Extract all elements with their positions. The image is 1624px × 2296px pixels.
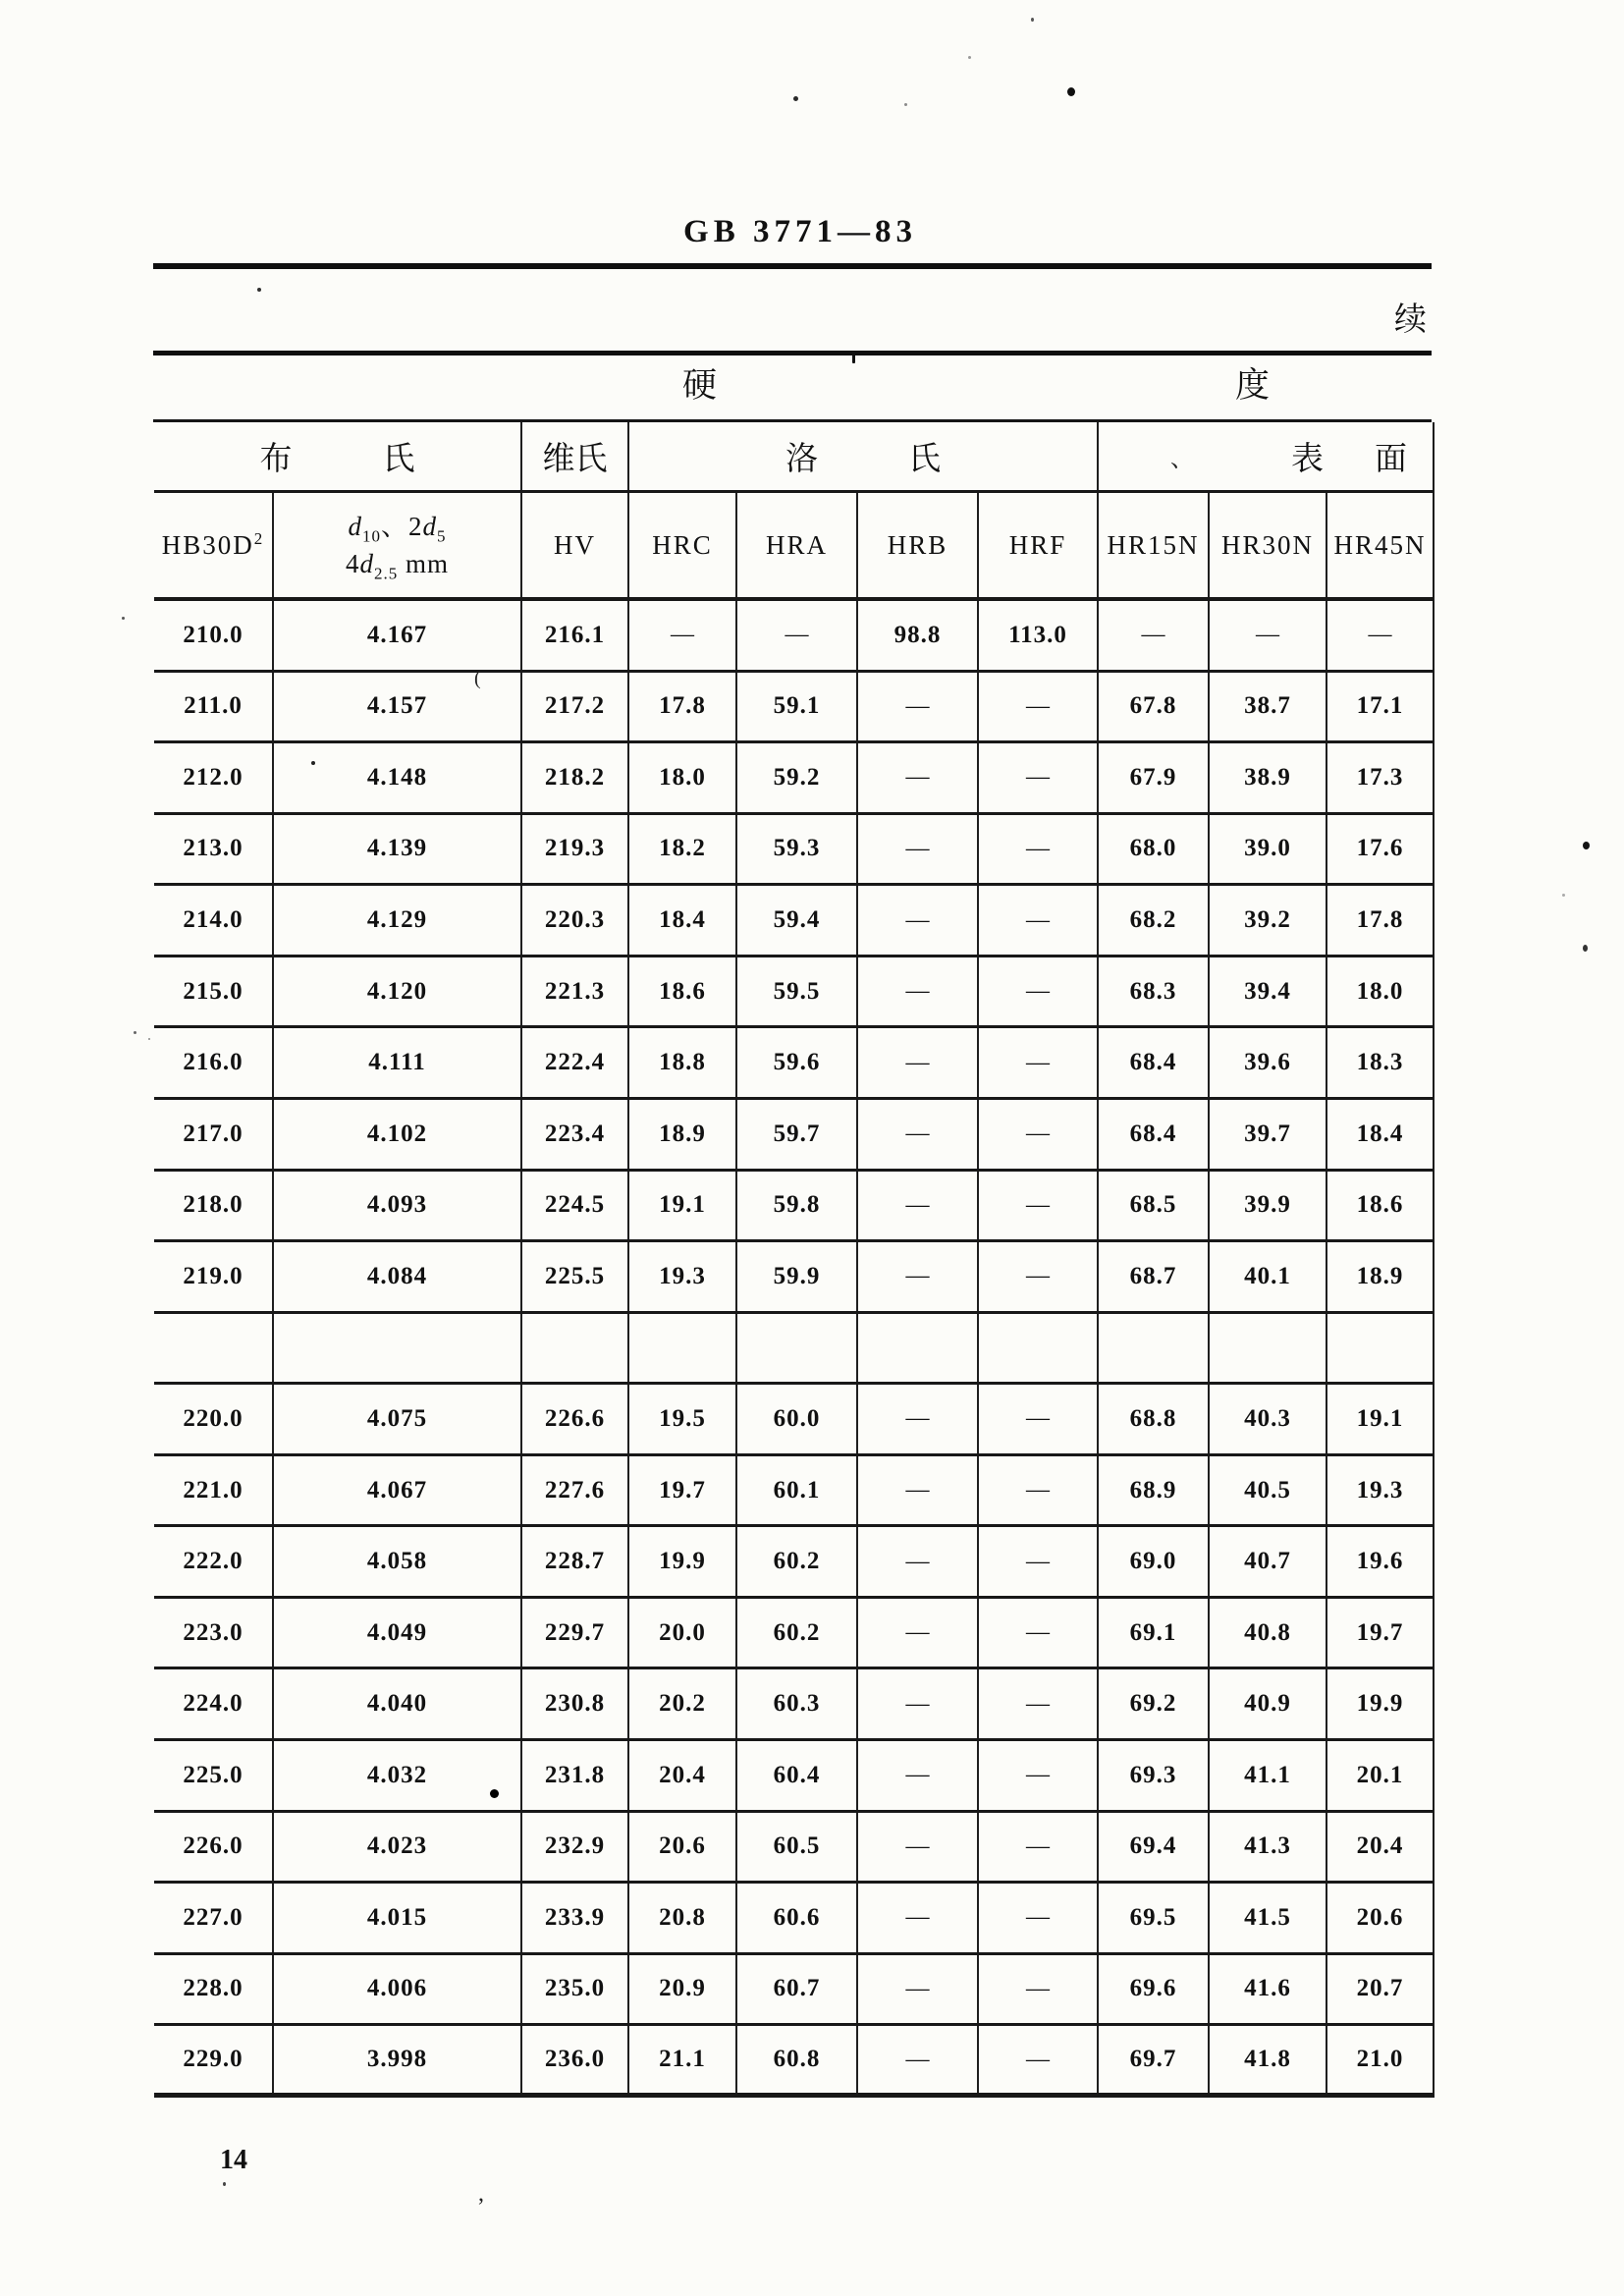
table-cell: —	[977, 1172, 1097, 1240]
column-header-indentation-diameter	[272, 493, 520, 597]
table-cell: 17.8	[1326, 886, 1433, 955]
table-cell: 18.6	[627, 957, 735, 1026]
table-cell: 68.8	[1097, 1385, 1208, 1453]
table-cell: —	[856, 886, 977, 955]
table-cell: 4.139	[272, 815, 520, 884]
table-cell: 224.0	[183, 1690, 244, 1718]
group-cell-brinell	[154, 422, 520, 490]
d-subscript: 5	[437, 526, 447, 546]
table-row	[154, 1456, 1435, 1528]
table-cell: 68.0	[1097, 815, 1208, 884]
table-cell: 40.3	[1208, 1385, 1326, 1453]
table-cell	[977, 1314, 1097, 1383]
table-cell: 218.0	[183, 1191, 244, 1219]
table-cell: 4.093	[272, 1172, 520, 1240]
scan-speck	[1583, 945, 1588, 952]
scan-speck	[311, 761, 315, 765]
table-cell: —	[856, 1385, 977, 1453]
table-row	[154, 1172, 1435, 1243]
table-cell: 221.3	[520, 957, 627, 1026]
column-header-hrb: HRB	[856, 493, 977, 597]
table-cell: 60.6	[735, 1884, 856, 1952]
table-cell: —	[735, 601, 856, 670]
column-header-row	[154, 493, 1435, 601]
table-cell: —	[977, 1884, 1097, 1952]
table-row	[154, 1599, 1435, 1670]
table-cell	[520, 1314, 627, 1383]
table-cell: 228.7	[520, 1527, 627, 1596]
group-label: 维氏	[542, 442, 608, 477]
table-row	[154, 1385, 1435, 1456]
table-cell: 69.1	[1097, 1599, 1208, 1667]
table-cell: —	[856, 1242, 977, 1311]
table-cell: 4.167	[272, 601, 520, 670]
table-cell: 4.058	[272, 1527, 520, 1596]
table-cell: —	[977, 1242, 1097, 1311]
table-cell	[1326, 1314, 1433, 1383]
table-cell: 4.067	[272, 1456, 520, 1525]
table-cell: 41.3	[1208, 1813, 1326, 1882]
table-cell: 210.0	[183, 621, 244, 648]
table-cell: 18.0	[1326, 957, 1433, 1026]
table-cell: —	[977, 1741, 1097, 1810]
table-cell: —	[856, 1456, 977, 1525]
table-cell: 59.6	[735, 1028, 856, 1097]
table-cell: 4.157	[272, 673, 520, 741]
table-row	[154, 815, 1435, 887]
table-cell: —	[856, 673, 977, 741]
table-cell: 68.9	[1097, 1456, 1208, 1525]
table-cell: —	[856, 1028, 977, 1097]
span-header-hardness-right: 度	[1235, 366, 1271, 405]
table-cell: 17.1	[1326, 673, 1433, 741]
table-cell	[627, 1314, 735, 1383]
table-cell: 20.4	[1326, 1813, 1433, 1882]
table-cell: 60.4	[735, 1741, 856, 1810]
table-row	[154, 1527, 1435, 1599]
column-header-hb30d2	[154, 493, 272, 597]
column-header-hr30n: HR30N	[1208, 493, 1326, 597]
table-cell: 17.3	[1326, 743, 1433, 812]
hardness-conversion-table	[154, 422, 1435, 2098]
table-cell: 41.8	[1208, 2026, 1326, 2093]
table-cell: 232.9	[520, 1813, 627, 1882]
table-cell: 60.2	[735, 1527, 856, 1596]
table-row	[154, 1669, 1435, 1741]
table-cell	[735, 1314, 856, 1383]
table-cell: 219.0	[183, 1262, 244, 1289]
table-cell: —	[627, 601, 735, 670]
table-cell: 59.2	[735, 743, 856, 812]
table-cell: —	[977, 1813, 1097, 1882]
table-cell: 18.2	[627, 815, 735, 884]
table-cell: 4.148	[272, 743, 520, 812]
table-cell: 213.0	[183, 835, 244, 862]
group-label-char: 氏	[382, 442, 415, 477]
table-cell: 60.3	[735, 1669, 856, 1738]
column-header-hr45n: HR45N	[1326, 493, 1433, 597]
table-cell: 68.3	[1097, 957, 1208, 1026]
table-cell: —	[856, 1955, 977, 2024]
table-cell: 19.5	[627, 1385, 735, 1453]
scan-speck	[257, 288, 261, 292]
table-cell: 218.2	[520, 743, 627, 812]
table-cell: 20.7	[1326, 1955, 1433, 2024]
table-body	[154, 601, 1435, 2098]
group-label-char: 洛	[785, 442, 818, 477]
scan-speck	[1031, 18, 1034, 22]
table-cell: 69.7	[1097, 2026, 1208, 2093]
scan-speck	[793, 96, 798, 101]
table-cell: 69.5	[1097, 1884, 1208, 1952]
table-cell: 39.6	[1208, 1028, 1326, 1097]
table-cell	[272, 1314, 520, 1383]
table-cell: 19.3	[1326, 1456, 1433, 1525]
d-unit: mm	[405, 549, 449, 578]
table-cell: 40.7	[1208, 1527, 1326, 1596]
table-cell: 4.111	[272, 1028, 520, 1097]
table-cell: 38.7	[1208, 673, 1326, 741]
table-cell: 220.0	[183, 1404, 244, 1432]
scan-speck	[852, 351, 855, 363]
table-cell: 4.023	[272, 1813, 520, 1882]
scan-speck	[904, 103, 907, 106]
table-cell: 17.6	[1326, 815, 1433, 884]
table-cell: —	[977, 957, 1097, 1026]
table-cell: 60.5	[735, 1813, 856, 1882]
table-cell: 18.4	[1326, 1100, 1433, 1169]
table-cell: 69.4	[1097, 1813, 1208, 1882]
scan-speck	[1583, 842, 1590, 849]
page-number: 14	[220, 2145, 247, 2175]
table-row	[154, 886, 1435, 957]
table-cell: 20.6	[627, 1813, 735, 1882]
table-cell: 20.0	[627, 1599, 735, 1667]
table-cell: 229.7	[520, 1599, 627, 1667]
table-cell: 4.032	[272, 1741, 520, 1810]
table-cell: 41.1	[1208, 1741, 1326, 1810]
table-cell: 20.4	[627, 1741, 735, 1810]
table-cell: 68.7	[1097, 1242, 1208, 1311]
table-cell: 20.8	[627, 1884, 735, 1952]
table-cell	[856, 1314, 977, 1383]
table-cell: 59.7	[735, 1100, 856, 1169]
table-cell: 230.8	[520, 1669, 627, 1738]
table-cell: —	[977, 1669, 1097, 1738]
table-cell: —	[856, 743, 977, 812]
table-cell: 224.5	[520, 1172, 627, 1240]
table-cell: 68.2	[1097, 886, 1208, 955]
table-cell: 18.6	[1326, 1172, 1433, 1240]
column-header-hv: HV	[520, 493, 627, 597]
table-row	[154, 1955, 1435, 2027]
table-row	[154, 673, 1435, 744]
table-cell: 40.9	[1208, 1669, 1326, 1738]
table-cell: 60.1	[735, 1456, 856, 1525]
table-cell: —	[856, 1741, 977, 1810]
column-header-hrc: HRC	[627, 493, 735, 597]
table-cell: 18.0	[627, 743, 735, 812]
table-cell: 18.3	[1326, 1028, 1433, 1097]
column-header-hra: HRA	[735, 493, 856, 597]
table-cell: —	[977, 1527, 1097, 1596]
table-row	[154, 743, 1435, 815]
column-header-hr15n: HR15N	[1097, 493, 1208, 597]
table-row	[154, 1028, 1435, 1100]
table-cell: 20.1	[1326, 1741, 1433, 1810]
scan-speck	[490, 1789, 499, 1798]
scan-speck	[1562, 894, 1565, 897]
table-cell: 39.2	[1208, 886, 1326, 955]
table-cell: 4.084	[272, 1242, 520, 1311]
table-cell: —	[856, 1599, 977, 1667]
table-cell: —	[856, 1884, 977, 1952]
table-cell: —	[977, 815, 1097, 884]
table-cell: 222.0	[183, 1548, 244, 1575]
table-cell: —	[977, 1028, 1097, 1097]
table-cell: 41.6	[1208, 1955, 1326, 2024]
table-cell: 60.8	[735, 2026, 856, 2093]
table-cell: 17.8	[627, 673, 735, 741]
table-cell: 59.3	[735, 815, 856, 884]
table-cell: 4.129	[272, 886, 520, 955]
table-cell: 221.0	[183, 1476, 244, 1503]
table-cell: 222.4	[520, 1028, 627, 1097]
table-cell: —	[1097, 601, 1208, 670]
table-row	[154, 601, 1435, 673]
table-cell: 69.0	[1097, 1527, 1208, 1596]
table-row-empty	[154, 1314, 1435, 1386]
table-cell: —	[1326, 601, 1433, 670]
table-cell	[1208, 1314, 1326, 1383]
table-top-rule	[153, 351, 1432, 355]
table-cell: —	[977, 743, 1097, 812]
d-symbol: d	[348, 512, 362, 541]
table-cell: 40.5	[1208, 1456, 1326, 1525]
table-cell: 20.2	[627, 1669, 735, 1738]
table-cell: 19.3	[627, 1242, 735, 1311]
table-cell: 4.015	[272, 1884, 520, 1952]
table-cell: 211.0	[184, 692, 243, 720]
group-label-char: 布	[259, 442, 293, 477]
table-cell: 236.0	[520, 2026, 627, 2093]
table-row	[154, 1100, 1435, 1172]
table-cell: 4.040	[272, 1669, 520, 1738]
d-coefficient: 4	[345, 549, 360, 578]
table-cell: 59.5	[735, 957, 856, 1026]
scan-speck	[122, 617, 125, 620]
table-cell: 19.9	[627, 1527, 735, 1596]
table-cell: 39.0	[1208, 815, 1326, 884]
table-row	[154, 1242, 1435, 1314]
table-cell: 4.120	[272, 957, 520, 1026]
table-cell: 60.0	[735, 1385, 856, 1453]
table-row	[154, 1741, 1435, 1813]
scan-speck	[134, 1031, 136, 1034]
table-cell: —	[856, 1813, 977, 1882]
table-cell	[1097, 1314, 1208, 1383]
table-cell: 216.1	[520, 601, 627, 670]
table-cell: 18.4	[627, 886, 735, 955]
table-cell: 19.1	[627, 1172, 735, 1240]
table-cell: —	[977, 1456, 1097, 1525]
table-cell: —	[977, 673, 1097, 741]
scan-speck	[968, 56, 971, 59]
hb-base: HB30D	[161, 529, 254, 560]
table-cell: 4.102	[272, 1100, 520, 1169]
table-cell: 68.5	[1097, 1172, 1208, 1240]
table-cell: 214.0	[183, 906, 244, 934]
table-cell: 231.8	[520, 1741, 627, 1810]
table-cell: 226.0	[183, 1832, 244, 1860]
group-cell-rockwell	[627, 422, 1097, 490]
table-cell: —	[856, 1172, 977, 1240]
d-symbol: d	[422, 512, 437, 541]
span-header-hardness-left: 硬	[682, 366, 718, 405]
table-row	[154, 1813, 1435, 1885]
table-row	[154, 2026, 1435, 2098]
table-cell: 212.0	[183, 763, 244, 791]
table-cell: —	[977, 886, 1097, 955]
title-rule	[153, 263, 1432, 269]
table-row	[154, 957, 1435, 1029]
table-cell: 4.075	[272, 1385, 520, 1453]
table-cell: 69.3	[1097, 1741, 1208, 1810]
d-subscript: 2.5	[373, 564, 399, 583]
table-cell: —	[856, 957, 977, 1026]
scan-mark: ,	[478, 2181, 484, 2207]
table-cell: 19.7	[627, 1456, 735, 1525]
continued-label: 续	[1394, 302, 1427, 338]
table-cell: 60.2	[735, 1599, 856, 1667]
table-cell: 59.9	[735, 1242, 856, 1311]
standard-code-title: GB 3771—83	[683, 214, 917, 249]
table-cell: 20.9	[627, 1955, 735, 2024]
table-cell: 216.0	[183, 1049, 244, 1076]
table-cell: 21.0	[1326, 2026, 1433, 2093]
table-cell: 39.9	[1208, 1172, 1326, 1240]
table-cell: 39.4	[1208, 957, 1326, 1026]
table-cell: 226.6	[520, 1385, 627, 1453]
scan-mark: 、	[1170, 447, 1194, 472]
table-cell: 235.0	[520, 1955, 627, 2024]
table-cell: 59.8	[735, 1172, 856, 1240]
table-cell: —	[856, 1527, 977, 1596]
table-cell: 60.7	[735, 1955, 856, 2024]
table-cell: 68.4	[1097, 1028, 1208, 1097]
group-header-row	[154, 422, 1435, 493]
table-row	[154, 1884, 1435, 1955]
table-cell: 217.2	[520, 673, 627, 741]
table-cell: 227.0	[183, 1903, 244, 1931]
table-cell: 18.8	[627, 1028, 735, 1097]
table-cell: —	[977, 2026, 1097, 2093]
d-symbol: d	[359, 549, 374, 578]
table-cell: 217.0	[183, 1120, 244, 1147]
table-cell: 223.0	[183, 1618, 244, 1646]
table-cell: 39.7	[1208, 1100, 1326, 1169]
table-cell: 4.049	[272, 1599, 520, 1667]
table-cell: —	[1208, 601, 1326, 670]
table-cell: 225.0	[183, 1761, 244, 1788]
table-cell: —	[856, 1100, 977, 1169]
table-cell: —	[856, 1669, 977, 1738]
table-cell: 215.0	[183, 977, 244, 1005]
table-cell: 21.1	[627, 2026, 735, 2093]
table-cell: —	[977, 1385, 1097, 1453]
table-cell: —	[856, 815, 977, 884]
scan-speck	[148, 1038, 150, 1040]
d-subscript: 10	[362, 526, 381, 546]
table-cell: —	[856, 2026, 977, 2093]
table-cell: 219.3	[520, 815, 627, 884]
table-cell: 223.4	[520, 1100, 627, 1169]
table-cell: 68.4	[1097, 1100, 1208, 1169]
table-cell: 19.7	[1326, 1599, 1433, 1667]
table-cell: —	[977, 1100, 1097, 1169]
table-cell: 38.9	[1208, 743, 1326, 812]
table-cell: 41.5	[1208, 1884, 1326, 1952]
group-label-char: 面	[1375, 442, 1407, 477]
d-separator: 、2	[381, 512, 423, 541]
table-cell: 233.9	[520, 1884, 627, 1952]
scan-speck	[223, 2182, 226, 2186]
table-cell: 98.8	[856, 601, 977, 670]
table-cell: 69.2	[1097, 1669, 1208, 1738]
table-cell: 225.5	[520, 1242, 627, 1311]
table-cell: 19.9	[1326, 1669, 1433, 1738]
group-label-char: 表	[1291, 442, 1324, 477]
table-cell: 69.6	[1097, 1955, 1208, 2024]
table-cell: 18.9	[627, 1100, 735, 1169]
table-cell: 19.6	[1326, 1527, 1433, 1596]
table-cell: 229.0	[183, 2046, 244, 2073]
table-cell: 20.6	[1326, 1884, 1433, 1952]
table-cell: 19.1	[1326, 1385, 1433, 1453]
table-cell: 4.006	[272, 1955, 520, 2024]
table-cell: 113.0	[977, 601, 1097, 670]
table-cell: 40.8	[1208, 1599, 1326, 1667]
table-cell: 59.1	[735, 673, 856, 741]
table-cell: 228.0	[183, 1975, 244, 2002]
hb-exponent: 2	[253, 528, 265, 548]
group-cell-surface	[1097, 422, 1433, 490]
group-label-char: 氏	[908, 442, 941, 477]
table-cell: 67.8	[1097, 673, 1208, 741]
scan-speck	[1067, 87, 1075, 96]
table-cell: 227.6	[520, 1456, 627, 1525]
scan-mark: (	[474, 668, 481, 689]
table-cell: —	[977, 1599, 1097, 1667]
table-cell: —	[977, 1955, 1097, 2024]
table-cell: 40.1	[1208, 1242, 1326, 1311]
table-cell: 67.9	[1097, 743, 1208, 812]
table-cell: 18.9	[1326, 1242, 1433, 1311]
table-cell	[154, 1314, 272, 1383]
table-cell: 220.3	[520, 886, 627, 955]
table-cell: 59.4	[735, 886, 856, 955]
table-cell: 3.998	[272, 2026, 520, 2093]
group-cell-vickers	[520, 422, 627, 490]
column-header-hrf: HRF	[977, 493, 1097, 597]
